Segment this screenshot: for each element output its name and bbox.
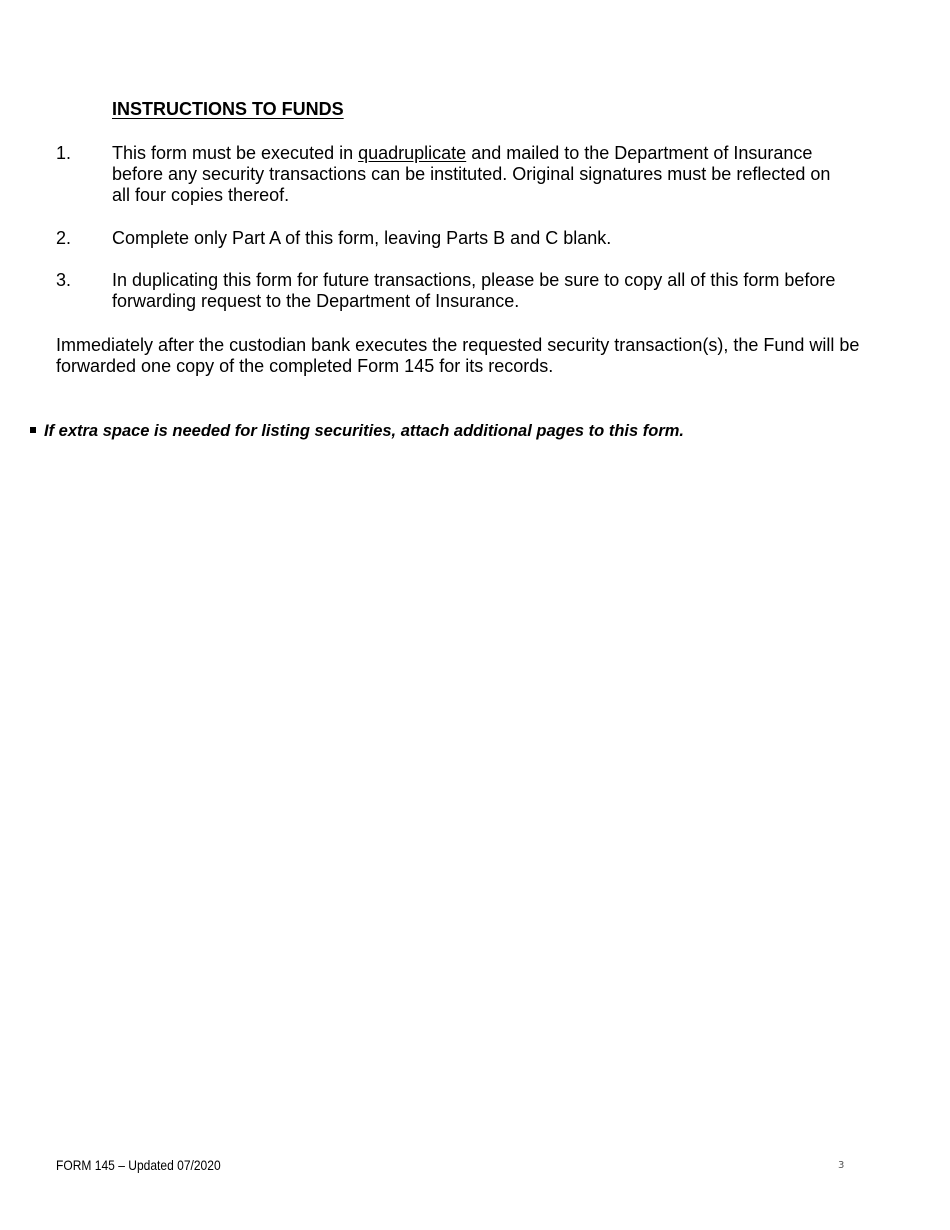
item-number: 1.: [56, 143, 72, 163]
page-title: INSTRUCTIONS TO FUNDS: [112, 99, 344, 119]
extra-space-note: [30, 421, 910, 441]
instruction-item-1: [56, 143, 876, 209]
closing-paragraph: Immediately after the custodian bank executes the requested security transaction(s), the Fund will be forwarded one copy of the completed Form 145 for its records.: [56, 335, 860, 376]
item-text-end: and mailed to the Department of Insurance before any security transactions can be instituted. Original signatures must be reflected on all four copies thereof.: [112, 143, 831, 205]
instruction-item-2: [56, 228, 876, 250]
item-text: [112, 143, 852, 206]
underlined-term: quadruplicate: [358, 143, 467, 163]
instruction-item-3: [56, 270, 876, 314]
footer-form-label: FORM 145 – Updated 07/2020: [56, 1157, 221, 1173]
item-number: 3.: [56, 270, 72, 290]
item-text: In duplicating this form for future transactions, please be sure to copy all of this form before forwarding request to the Department of Insurance.: [112, 270, 836, 311]
note-text: If extra space is needed for listing securities, attach additional pages to this form.: [44, 422, 684, 440]
page-number: 3: [838, 1160, 845, 1171]
item-text-start: This form must be executed in: [112, 143, 359, 163]
item-text: Complete only Part A of this form, leaving Parts B and C blank.: [112, 228, 612, 248]
item-number: 2.: [56, 228, 72, 248]
square-bullet-icon: [30, 427, 36, 433]
